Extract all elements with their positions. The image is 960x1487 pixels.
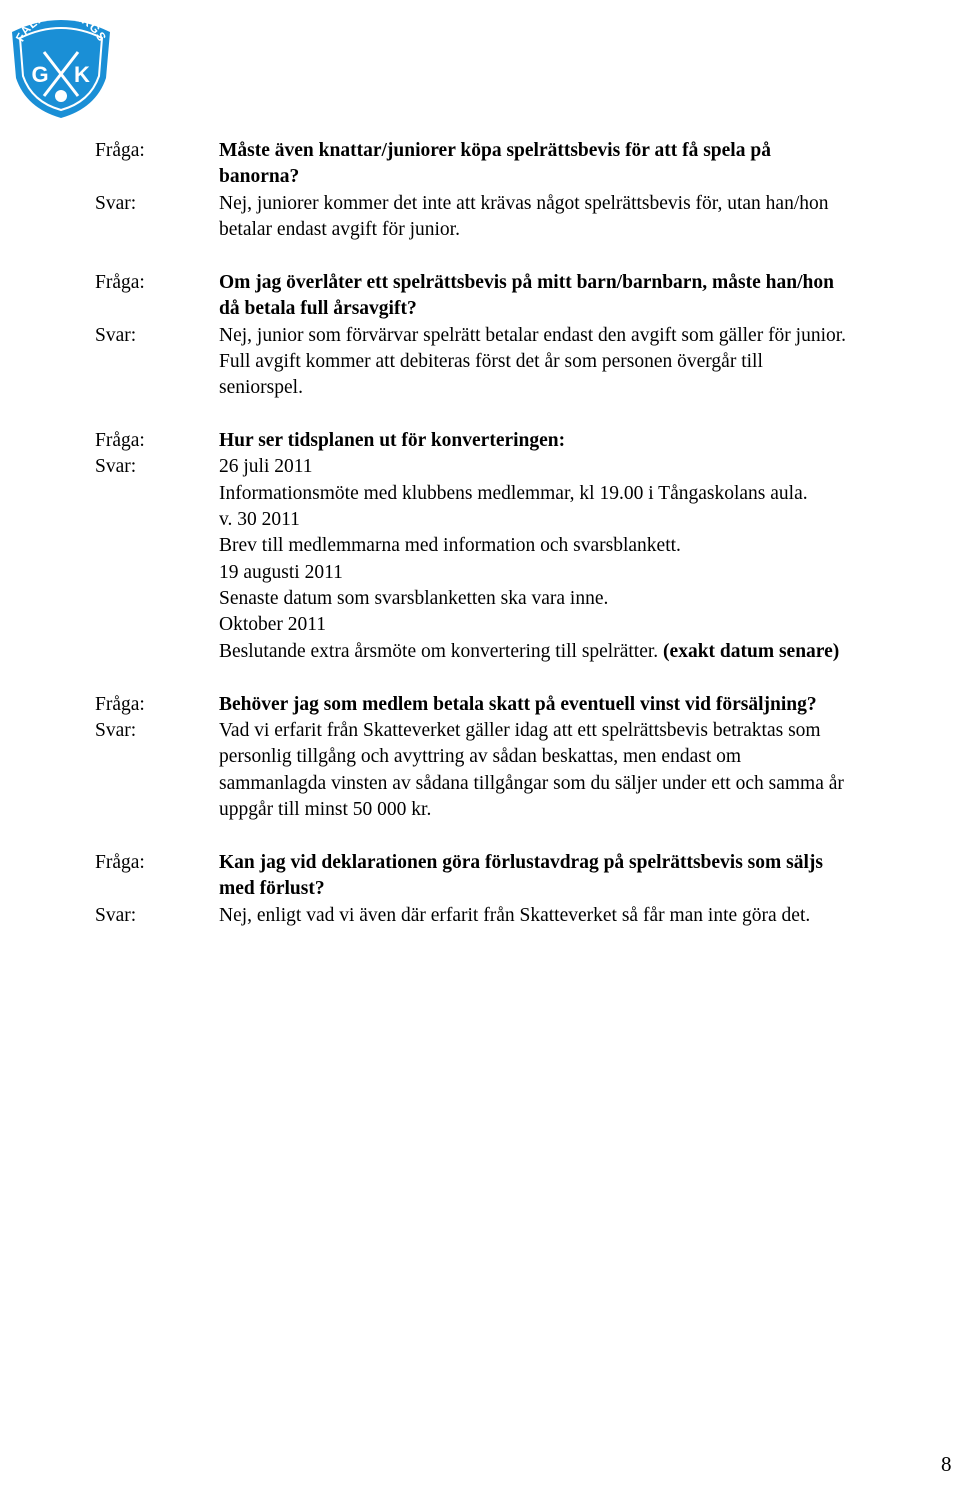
question-text: Kan jag vid deklarationen göra förlustavdrag på spelrättsbevis som säljs — [219, 852, 823, 873]
question-label: Fråga: — [95, 272, 145, 293]
answer-text: uppgår till minst 50 000 kr. — [219, 799, 432, 820]
answer-label: Svar: — [95, 905, 137, 926]
timeline-text: Brev till medlemmarna med information och svarsblankett. — [219, 535, 681, 556]
timeline-date: Oktober 2011 — [219, 614, 327, 635]
timeline-date: 26 juli 2011 — [219, 456, 313, 477]
answer-text: sammanlagda vinsten av sådana tillgångar som du säljer under ett och samma år — [219, 773, 844, 794]
question-text: med förlust? — [219, 878, 325, 899]
question-label: Fråga: — [95, 430, 145, 451]
answer-text: Full avgift kommer att debiteras först det år som personen övergår till — [219, 351, 763, 372]
logo-initial-g: G — [31, 62, 49, 87]
question-text: Behöver jag som medlem betala skatt på eventuell vinst vid försäljning? — [219, 694, 817, 715]
logo-name: FALKENBERGS — [12, 6, 110, 44]
answer-label: Svar: — [95, 325, 137, 346]
timeline-text: Senaste datum som svarsblanketten ska vara inne. — [219, 588, 609, 609]
question-label: Fråga: — [95, 140, 145, 161]
timeline-date: 19 augusti 2011 — [219, 562, 343, 583]
answer-text: seniorspel. — [219, 377, 303, 398]
question-text: banorna? — [219, 166, 300, 187]
answer-text: personlig tillgång och avyttring av sådan beskattas, men endast om — [219, 746, 742, 767]
question-text: Hur ser tidsplanen ut för konverteringen: — [219, 430, 566, 451]
question-label: Fråga: — [95, 852, 145, 873]
answer-text: Nej, junior som förvärvar spelrätt betalar endast den avgift som gäller för junior. — [219, 325, 847, 346]
answer-text: Nej, enligt vad vi även där erfarit från Skatteverket så får man inte göra det. — [219, 905, 811, 926]
question-text: Måste även knattar/juniorer köpa spelrättsbevis för att få spela på — [219, 140, 771, 161]
logo-initial-k: K — [74, 62, 90, 87]
question-text: då betala full årsavgift? — [219, 298, 417, 319]
question-text: Om jag överlåter ett spelrättsbevis på mitt barn/barnbarn, måste han/hon — [219, 272, 834, 293]
timeline-text-row — [219, 641, 839, 663]
question-label: Fråga: — [95, 694, 145, 715]
answer-label: Svar: — [95, 193, 137, 214]
answer-text: Vad vi erfarit från Skatteverket gäller idag att ett spelrättsbevis betraktas som — [219, 720, 821, 741]
answer-text: Nej, juniorer kommer det inte att krävas något spelrättsbevis för, utan han/hon — [219, 193, 829, 214]
timeline-text: Informationsmöte med klubbens medlemmar, kl 19.00 i Tångaskolans aula. — [219, 483, 808, 504]
page-number: 8 — [941, 1452, 952, 1476]
falkenbergs-gk-logo — [4, 4, 118, 120]
answer-label: Svar: — [95, 456, 137, 477]
answer-label: Svar: — [95, 720, 137, 741]
timeline-date: v. 30 2011 — [219, 509, 300, 530]
answer-text: betalar endast avgift för junior. — [219, 219, 460, 240]
timeline-note: (exakt datum senare) — [663, 641, 840, 662]
timeline-text: Beslutande extra årsmöte om konvertering till spelrätter. — [219, 641, 659, 662]
